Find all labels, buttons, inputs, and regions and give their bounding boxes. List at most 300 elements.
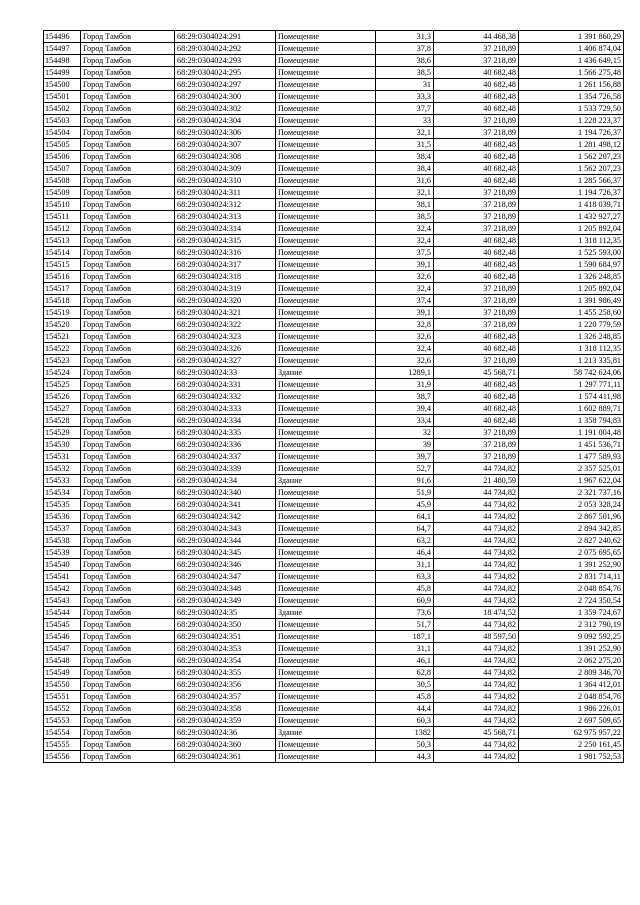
city-cell: Город Тамбов <box>81 151 175 163</box>
city-cell: Город Тамбов <box>81 295 175 307</box>
total-value-cell: 1 318 112,35 <box>519 343 624 355</box>
city-cell: Город Тамбов <box>81 727 175 739</box>
cadastral-number-cell: 68:29:0304024:337 <box>175 451 276 463</box>
table-row <box>44 571 624 583</box>
area-cell: 32,4 <box>376 235 434 247</box>
area-cell: 31 <box>376 79 434 91</box>
city-cell: Город Тамбов <box>81 475 175 487</box>
total-value-cell: 1 986 226,01 <box>519 703 624 715</box>
city-cell: Город Тамбов <box>81 679 175 691</box>
object-type-cell: Помещение <box>276 103 376 115</box>
unit-price-cell: 40 682,48 <box>434 91 519 103</box>
area-cell: 32,8 <box>376 319 434 331</box>
unit-price-cell: 21 480,59 <box>434 475 519 487</box>
table-row <box>44 127 624 139</box>
row-number: 154538 <box>44 535 81 547</box>
area-cell: 39,1 <box>376 259 434 271</box>
city-cell: Город Тамбов <box>81 559 175 571</box>
row-number: 154535 <box>44 499 81 511</box>
row-number: 154533 <box>44 475 81 487</box>
object-type-cell: Помещение <box>276 487 376 499</box>
unit-price-cell: 44 734,82 <box>434 571 519 583</box>
cadastral-number-cell: 68:29:0304024:317 <box>175 259 276 271</box>
object-type-cell: Помещение <box>276 235 376 247</box>
cadastral-number-cell: 68:29:0304024:336 <box>175 439 276 451</box>
object-type-cell: Помещение <box>276 415 376 427</box>
total-value-cell: 1 525 593,00 <box>519 247 624 259</box>
city-cell: Город Тамбов <box>81 439 175 451</box>
row-number: 154509 <box>44 187 81 199</box>
cadastral-number-cell: 68:29:0304024:331 <box>175 379 276 391</box>
row-number: 154502 <box>44 103 81 115</box>
unit-price-cell: 40 682,48 <box>434 247 519 259</box>
cadastral-number-cell: 68:29:0304024:310 <box>175 175 276 187</box>
object-type-cell: Помещение <box>276 631 376 643</box>
cadastral-number-cell: 68:29:0304024:327 <box>175 355 276 367</box>
total-value-cell: 1 533 729,50 <box>519 103 624 115</box>
row-number: 154521 <box>44 331 81 343</box>
row-number: 154514 <box>44 247 81 259</box>
table-row <box>44 535 624 547</box>
cadastral-number-cell: 68:29:0304024:350 <box>175 619 276 631</box>
total-value-cell: 1 354 726,58 <box>519 91 624 103</box>
row-number: 154546 <box>44 631 81 643</box>
object-type-cell: Здание <box>276 607 376 619</box>
row-number: 154518 <box>44 295 81 307</box>
unit-price-cell: 18 474,52 <box>434 607 519 619</box>
total-value-cell: 2 312 790,19 <box>519 619 624 631</box>
unit-price-cell: 37 218,89 <box>434 319 519 331</box>
unit-price-cell: 40 682,48 <box>434 67 519 79</box>
city-cell: Город Тамбов <box>81 187 175 199</box>
table-row <box>44 79 624 91</box>
row-number: 154541 <box>44 571 81 583</box>
city-cell: Город Тамбов <box>81 703 175 715</box>
city-cell: Город Тамбов <box>81 751 175 763</box>
object-type-cell: Помещение <box>276 439 376 451</box>
total-value-cell: 1 364 412,01 <box>519 679 624 691</box>
cadastral-number-cell: 68:29:0304024:35 <box>175 607 276 619</box>
row-number: 154526 <box>44 391 81 403</box>
cadastral-number-cell: 68:29:0304024:339 <box>175 463 276 475</box>
area-cell: 45,8 <box>376 691 434 703</box>
object-type-cell: Помещение <box>276 499 376 511</box>
object-type-cell: Помещение <box>276 739 376 751</box>
table-row <box>44 223 624 235</box>
unit-price-cell: 44 734,82 <box>434 679 519 691</box>
unit-price-cell: 40 682,48 <box>434 271 519 283</box>
row-number: 154544 <box>44 607 81 619</box>
cadastral-number-cell: 68:29:0304024:351 <box>175 631 276 643</box>
cadastral-number-cell: 68:29:0304024:306 <box>175 127 276 139</box>
total-value-cell: 1 574 411,98 <box>519 391 624 403</box>
city-cell: Город Тамбов <box>81 511 175 523</box>
unit-price-cell: 44 734,82 <box>434 739 519 751</box>
cadastral-number-cell: 68:29:0304024:33 <box>175 367 276 379</box>
table-row <box>44 367 624 379</box>
table-row <box>44 583 624 595</box>
area-cell: 1289,1 <box>376 367 434 379</box>
row-number: 154539 <box>44 547 81 559</box>
row-number: 154501 <box>44 91 81 103</box>
total-value-cell: 2 048 854,76 <box>519 691 624 703</box>
property-table <box>43 30 624 763</box>
unit-price-cell: 40 682,48 <box>434 391 519 403</box>
cadastral-number-cell: 68:29:0304024:36 <box>175 727 276 739</box>
total-value-cell: 1 205 892,04 <box>519 223 624 235</box>
city-cell: Город Тамбов <box>81 199 175 211</box>
object-type-cell: Помещение <box>276 343 376 355</box>
city-cell: Город Тамбов <box>81 31 175 43</box>
unit-price-cell: 44 734,82 <box>434 655 519 667</box>
row-number: 154512 <box>44 223 81 235</box>
area-cell: 91,6 <box>376 475 434 487</box>
object-type-cell: Помещение <box>276 643 376 655</box>
city-cell: Город Тамбов <box>81 355 175 367</box>
object-type-cell: Помещение <box>276 571 376 583</box>
area-cell: 39,4 <box>376 403 434 415</box>
object-type-cell: Помещение <box>276 451 376 463</box>
table-row <box>44 727 624 739</box>
table-row <box>44 295 624 307</box>
area-cell: 33,4 <box>376 415 434 427</box>
table-row <box>44 139 624 151</box>
area-cell: 60,9 <box>376 595 434 607</box>
unit-price-cell: 44 734,82 <box>434 523 519 535</box>
city-cell: Город Тамбов <box>81 43 175 55</box>
total-value-cell: 1 213 335,81 <box>519 355 624 367</box>
area-cell: 37,4 <box>376 295 434 307</box>
table-row <box>44 331 624 343</box>
total-value-cell: 1 326 248,85 <box>519 331 624 343</box>
cadastral-number-cell: 68:29:0304024:315 <box>175 235 276 247</box>
city-cell: Город Тамбов <box>81 499 175 511</box>
city-cell: Город Тамбов <box>81 403 175 415</box>
object-type-cell: Помещение <box>276 331 376 343</box>
table-row <box>44 703 624 715</box>
city-cell: Город Тамбов <box>81 127 175 139</box>
city-cell: Город Тамбов <box>81 331 175 343</box>
city-cell: Город Тамбов <box>81 103 175 115</box>
area-cell: 64,1 <box>376 511 434 523</box>
object-type-cell: Помещение <box>276 703 376 715</box>
object-type-cell: Помещение <box>276 427 376 439</box>
table-row <box>44 163 624 175</box>
row-number: 154510 <box>44 199 81 211</box>
unit-price-cell: 40 682,48 <box>434 235 519 247</box>
table-row <box>44 379 624 391</box>
area-cell: 32,1 <box>376 127 434 139</box>
unit-price-cell: 40 682,48 <box>434 163 519 175</box>
row-number: 154503 <box>44 115 81 127</box>
cadastral-number-cell: 68:29:0304024:316 <box>175 247 276 259</box>
cadastral-number-cell: 68:29:0304024:348 <box>175 583 276 595</box>
total-value-cell: 1 391 252,90 <box>519 643 624 655</box>
total-value-cell: 1 359 724,67 <box>519 607 624 619</box>
cadastral-number-cell: 68:29:0304024:345 <box>175 547 276 559</box>
area-cell: 187,1 <box>376 631 434 643</box>
total-value-cell: 1 391 986,49 <box>519 295 624 307</box>
area-cell: 45,9 <box>376 499 434 511</box>
row-number: 154543 <box>44 595 81 607</box>
area-cell: 31,3 <box>376 31 434 43</box>
area-cell: 37,8 <box>376 43 434 55</box>
city-cell: Город Тамбов <box>81 91 175 103</box>
total-value-cell: 1 566 275,48 <box>519 67 624 79</box>
total-value-cell: 1 285 566,37 <box>519 175 624 187</box>
cadastral-number-cell: 68:29:0304024:322 <box>175 319 276 331</box>
unit-price-cell: 40 682,48 <box>434 151 519 163</box>
cadastral-number-cell: 68:29:0304024:360 <box>175 739 276 751</box>
table-row <box>44 463 624 475</box>
total-value-cell: 2 357 525,01 <box>519 463 624 475</box>
table-row <box>44 319 624 331</box>
total-value-cell: 2 827 240,62 <box>519 535 624 547</box>
table-row <box>44 199 624 211</box>
total-value-cell: 2 894 342,85 <box>519 523 624 535</box>
table-row <box>44 655 624 667</box>
object-type-cell: Помещение <box>276 667 376 679</box>
total-value-cell: 1 194 726,37 <box>519 187 624 199</box>
area-cell: 32,6 <box>376 271 434 283</box>
total-value-cell: 1 981 752,53 <box>519 751 624 763</box>
total-value-cell: 1 220 779,59 <box>519 319 624 331</box>
row-number: 154513 <box>44 235 81 247</box>
object-type-cell: Помещение <box>276 751 376 763</box>
cadastral-number-cell: 68:29:0304024:343 <box>175 523 276 535</box>
row-number: 154507 <box>44 163 81 175</box>
cadastral-number-cell: 68:29:0304024:323 <box>175 331 276 343</box>
total-value-cell: 1 451 536,71 <box>519 439 624 451</box>
table-row <box>44 631 624 643</box>
unit-price-cell: 40 682,48 <box>434 379 519 391</box>
table-row <box>44 115 624 127</box>
total-value-cell: 1 432 927,27 <box>519 211 624 223</box>
row-number: 154540 <box>44 559 81 571</box>
area-cell: 33 <box>376 115 434 127</box>
unit-price-cell: 44 734,82 <box>434 583 519 595</box>
cadastral-number-cell: 68:29:0304024:292 <box>175 43 276 55</box>
row-number: 154504 <box>44 127 81 139</box>
unit-price-cell: 44 734,82 <box>434 643 519 655</box>
area-cell: 38,4 <box>376 151 434 163</box>
row-number: 154515 <box>44 259 81 271</box>
cadastral-number-cell: 68:29:0304024:308 <box>175 151 276 163</box>
total-value-cell: 1 418 039,71 <box>519 199 624 211</box>
row-number: 154534 <box>44 487 81 499</box>
table-row <box>44 187 624 199</box>
city-cell: Город Тамбов <box>81 319 175 331</box>
total-value-cell: 1 602 889,71 <box>519 403 624 415</box>
city-cell: Город Тамбов <box>81 307 175 319</box>
row-number: 154536 <box>44 511 81 523</box>
object-type-cell: Помещение <box>276 43 376 55</box>
total-value-cell: 1 326 248,85 <box>519 271 624 283</box>
unit-price-cell: 37 218,89 <box>434 115 519 127</box>
total-value-cell: 1 590 684,97 <box>519 259 624 271</box>
row-number: 154542 <box>44 583 81 595</box>
table-row <box>44 31 624 43</box>
unit-price-cell: 37 218,89 <box>434 223 519 235</box>
cadastral-number-cell: 68:29:0304024:319 <box>175 283 276 295</box>
cadastral-number-cell: 68:29:0304024:341 <box>175 499 276 511</box>
area-cell: 31,1 <box>376 559 434 571</box>
area-cell: 38,4 <box>376 163 434 175</box>
area-cell: 37,7 <box>376 103 434 115</box>
object-type-cell: Помещение <box>276 259 376 271</box>
row-number: 154522 <box>44 343 81 355</box>
total-value-cell: 1 436 649,15 <box>519 55 624 67</box>
total-value-cell: 1 228 223,37 <box>519 115 624 127</box>
row-number: 154511 <box>44 211 81 223</box>
cadastral-number-cell: 68:29:0304024:358 <box>175 703 276 715</box>
table-row <box>44 355 624 367</box>
object-type-cell: Здание <box>276 727 376 739</box>
city-cell: Город Тамбов <box>81 415 175 427</box>
city-cell: Город Тамбов <box>81 343 175 355</box>
cadastral-number-cell: 68:29:0304024:333 <box>175 403 276 415</box>
unit-price-cell: 37 218,89 <box>434 295 519 307</box>
total-value-cell: 1 281 498,12 <box>519 139 624 151</box>
object-type-cell: Помещение <box>276 187 376 199</box>
city-cell: Город Тамбов <box>81 367 175 379</box>
total-value-cell: 1 358 794,83 <box>519 415 624 427</box>
unit-price-cell: 44 734,82 <box>434 499 519 511</box>
object-type-cell: Помещение <box>276 55 376 67</box>
row-number: 154531 <box>44 451 81 463</box>
cadastral-number-cell: 68:29:0304024:302 <box>175 103 276 115</box>
city-cell: Город Тамбов <box>81 139 175 151</box>
cadastral-number-cell: 68:29:0304024:342 <box>175 511 276 523</box>
cadastral-number-cell: 68:29:0304024:313 <box>175 211 276 223</box>
unit-price-cell: 45 568,71 <box>434 367 519 379</box>
cadastral-number-cell: 68:29:0304024:334 <box>175 415 276 427</box>
table-row <box>44 67 624 79</box>
city-cell: Город Тамбов <box>81 583 175 595</box>
table-row <box>44 439 624 451</box>
area-cell: 46,1 <box>376 655 434 667</box>
total-value-cell: 2 075 695,65 <box>519 547 624 559</box>
object-type-cell: Помещение <box>276 247 376 259</box>
unit-price-cell: 44 734,82 <box>434 487 519 499</box>
city-cell: Город Тамбов <box>81 247 175 259</box>
city-cell: Город Тамбов <box>81 283 175 295</box>
area-cell: 30,5 <box>376 679 434 691</box>
area-cell: 32 <box>376 427 434 439</box>
area-cell: 63,2 <box>376 535 434 547</box>
area-cell: 32,4 <box>376 283 434 295</box>
city-cell: Город Тамбов <box>81 631 175 643</box>
row-number: 154506 <box>44 151 81 163</box>
area-cell: 32,4 <box>376 343 434 355</box>
unit-price-cell: 40 682,48 <box>434 139 519 151</box>
city-cell: Город Тамбов <box>81 487 175 499</box>
cadastral-number-cell: 68:29:0304024:295 <box>175 67 276 79</box>
total-value-cell: 1 406 874,04 <box>519 43 624 55</box>
city-cell: Город Тамбов <box>81 235 175 247</box>
object-type-cell: Помещение <box>276 559 376 571</box>
row-number: 154537 <box>44 523 81 535</box>
object-type-cell: Помещение <box>276 283 376 295</box>
cadastral-number-cell: 68:29:0304024:335 <box>175 427 276 439</box>
total-value-cell: 1 191 004,48 <box>519 427 624 439</box>
table-row <box>44 619 624 631</box>
object-type-cell: Помещение <box>276 391 376 403</box>
object-type-cell: Помещение <box>276 691 376 703</box>
object-type-cell: Помещение <box>276 79 376 91</box>
object-type-cell: Помещение <box>276 547 376 559</box>
city-cell: Город Тамбов <box>81 643 175 655</box>
table-row <box>44 679 624 691</box>
row-number: 154524 <box>44 367 81 379</box>
total-value-cell: 1 205 892,04 <box>519 283 624 295</box>
city-cell: Город Тамбов <box>81 595 175 607</box>
total-value-cell: 2 062 275,20 <box>519 655 624 667</box>
unit-price-cell: 40 682,48 <box>434 331 519 343</box>
object-type-cell: Помещение <box>276 583 376 595</box>
cadastral-number-cell: 68:29:0304024:307 <box>175 139 276 151</box>
table-row <box>44 559 624 571</box>
area-cell: 39 <box>376 439 434 451</box>
object-type-cell: Помещение <box>276 403 376 415</box>
city-cell: Город Тамбов <box>81 667 175 679</box>
area-cell: 45,8 <box>376 583 434 595</box>
table-row <box>44 91 624 103</box>
area-cell: 38,5 <box>376 211 434 223</box>
city-cell: Город Тамбов <box>81 451 175 463</box>
city-cell: Город Тамбов <box>81 55 175 67</box>
object-type-cell: Помещение <box>276 151 376 163</box>
total-value-cell: 1 194 726,37 <box>519 127 624 139</box>
unit-price-cell: 44 734,82 <box>434 463 519 475</box>
object-type-cell: Помещение <box>276 139 376 151</box>
area-cell: 44,3 <box>376 751 434 763</box>
area-cell: 63,3 <box>376 571 434 583</box>
area-cell: 50,3 <box>376 739 434 751</box>
unit-price-cell: 48 597,50 <box>434 631 519 643</box>
area-cell: 60,3 <box>376 715 434 727</box>
row-number: 154552 <box>44 703 81 715</box>
table-row <box>44 643 624 655</box>
unit-price-cell: 40 682,48 <box>434 403 519 415</box>
city-cell: Город Тамбов <box>81 607 175 619</box>
unit-price-cell: 44 734,82 <box>434 595 519 607</box>
object-type-cell: Помещение <box>276 655 376 667</box>
row-number: 154508 <box>44 175 81 187</box>
cadastral-number-cell: 68:29:0304024:354 <box>175 655 276 667</box>
object-type-cell: Помещение <box>276 223 376 235</box>
document-page <box>43 30 624 763</box>
unit-price-cell: 37 218,89 <box>434 127 519 139</box>
unit-price-cell: 40 682,48 <box>434 175 519 187</box>
table-row <box>44 607 624 619</box>
city-cell: Город Тамбов <box>81 211 175 223</box>
object-type-cell: Помещение <box>276 523 376 535</box>
area-cell: 44,4 <box>376 703 434 715</box>
area-cell: 38,5 <box>376 67 434 79</box>
area-cell: 46,4 <box>376 547 434 559</box>
area-cell: 52,7 <box>376 463 434 475</box>
total-value-cell: 1 477 589,93 <box>519 451 624 463</box>
object-type-cell: Помещение <box>276 319 376 331</box>
area-cell: 31,6 <box>376 175 434 187</box>
row-number: 154497 <box>44 43 81 55</box>
object-type-cell: Помещение <box>276 355 376 367</box>
table-row <box>44 271 624 283</box>
unit-price-cell: 44 734,82 <box>434 559 519 571</box>
row-number: 154528 <box>44 415 81 427</box>
city-cell: Город Тамбов <box>81 655 175 667</box>
